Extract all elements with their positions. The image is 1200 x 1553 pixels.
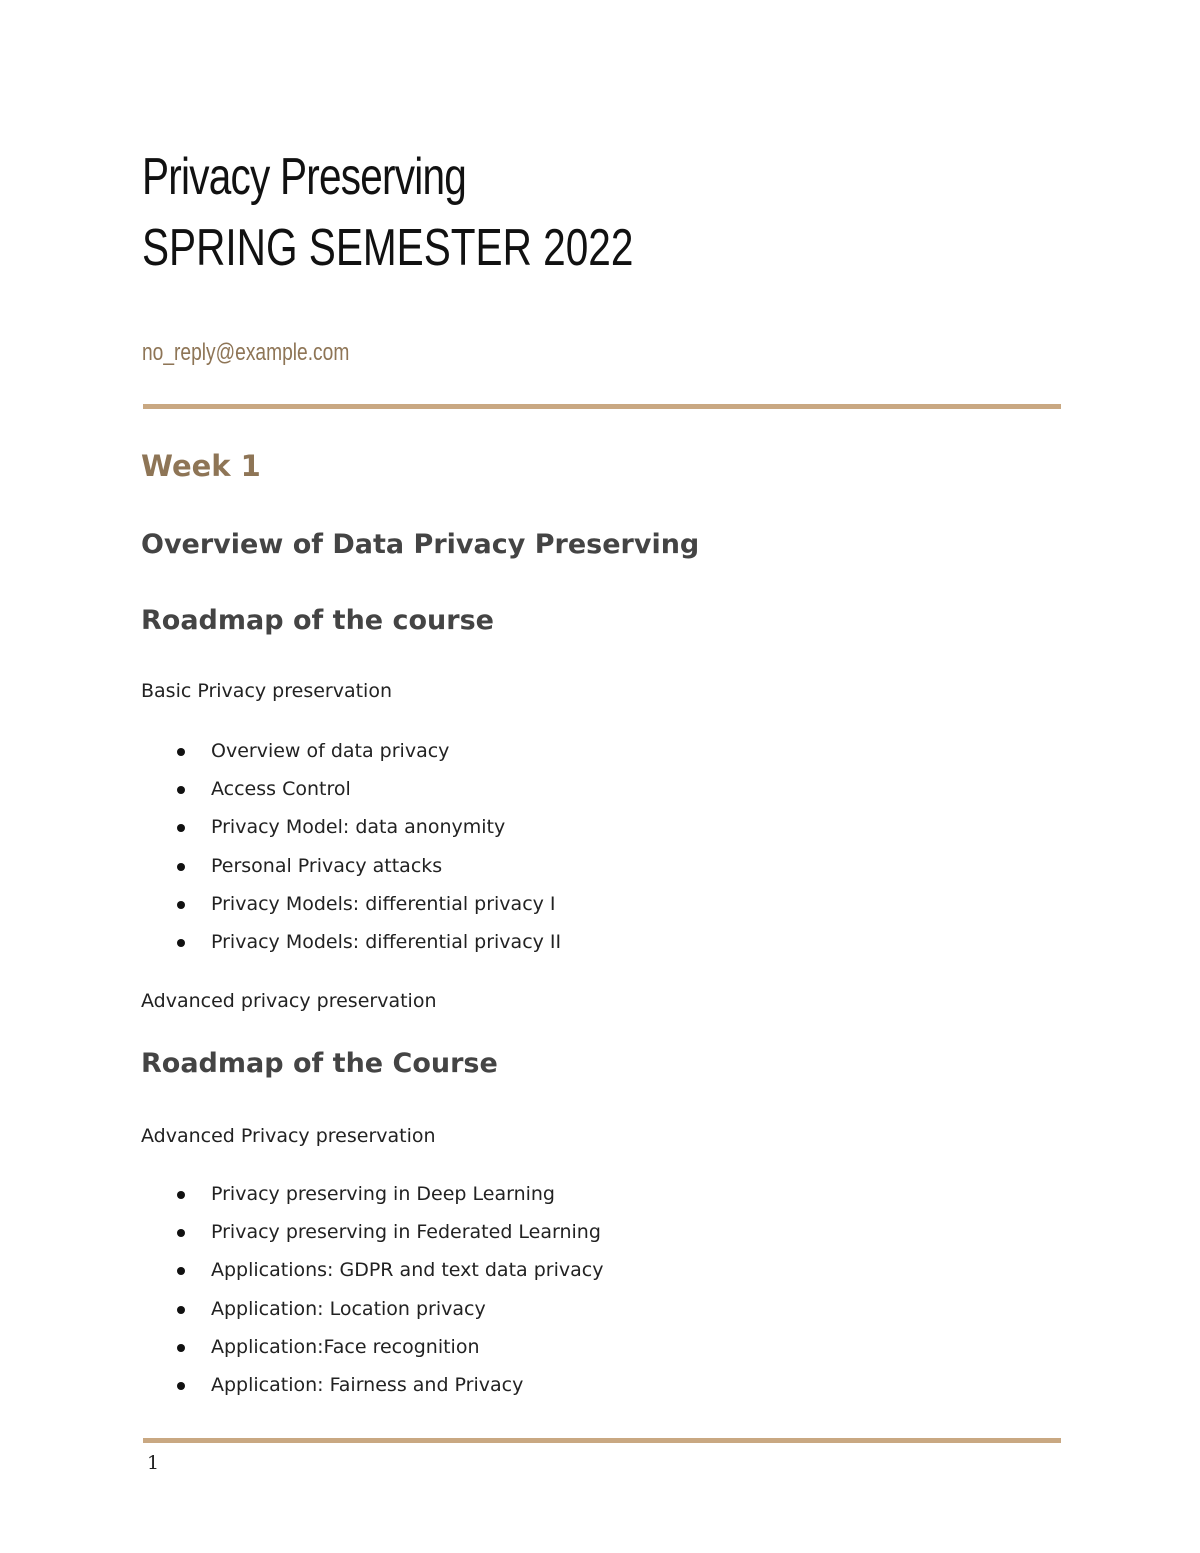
bullet-icon (177, 1306, 185, 1314)
advanced-privacy-label-2: Advanced Privacy preservation (141, 1125, 436, 1147)
document-title: Privacy Preserving (142, 148, 467, 206)
week-heading: Week 1 (141, 449, 261, 483)
list-item-text: Privacy Models: differential privacy I (211, 892, 556, 915)
header-divider (143, 404, 1061, 409)
bullet-icon (177, 786, 185, 794)
list-item-text: Applications: GDPR and text data privacy (211, 1259, 604, 1282)
list-item-text: Privacy Models: differential privacy II (211, 930, 562, 953)
contact-email: no_reply@example.com (142, 339, 350, 366)
bullet-icon (177, 748, 185, 756)
bullet-icon (177, 1344, 185, 1352)
list-item-text: Privacy Model: data anonymity (211, 816, 506, 839)
list-item-text: Privacy preserving in Deep Learning (211, 1183, 555, 1205)
advanced-privacy-label-1: Advanced privacy preservation (141, 990, 437, 1012)
document-subtitle: SPRING SEMESTER 2022 (142, 219, 634, 277)
roadmap-heading-1: Roadmap of the course (141, 605, 494, 636)
list-item-text: Application:Face recognition (211, 1335, 480, 1358)
bullet-icon (177, 1229, 185, 1237)
bullet-icon (177, 863, 185, 871)
list-item-text: Application: Location privacy (211, 1297, 486, 1320)
bullet-icon (177, 1191, 185, 1199)
list-item-text: Overview of data privacy (211, 740, 450, 762)
bullet-icon (177, 1267, 185, 1275)
list-item-text: Access Control (211, 778, 351, 801)
overview-heading: Overview of Data Privacy Preserving (141, 529, 700, 560)
bullet-icon (177, 1382, 185, 1390)
bullet-icon (177, 901, 185, 909)
bullet-icon (177, 939, 185, 947)
list-item-text: Application: Fairness and Privacy (211, 1373, 524, 1396)
list-item-text: Personal Privacy attacks (211, 854, 443, 877)
bullet-icon (177, 824, 185, 832)
roadmap-heading-2: Roadmap of the Course (141, 1048, 498, 1079)
page-number: 1 (147, 1452, 160, 1474)
basic-privacy-label: Basic Privacy preservation (141, 680, 392, 702)
list-item-text: Privacy preserving in Federated Learning (211, 1221, 601, 1244)
footer-divider (143, 1438, 1061, 1443)
